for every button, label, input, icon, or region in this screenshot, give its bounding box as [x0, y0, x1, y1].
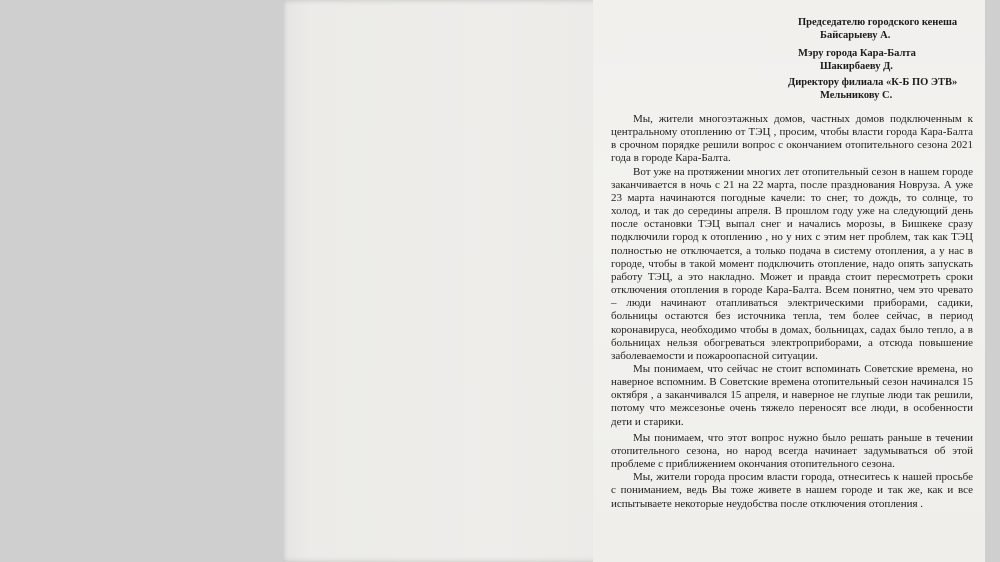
- addressee-2: [798, 47, 916, 73]
- paragraph-4: Мы понимаем, что этот вопрос нужно было решать раньше в течении отопительного сезона, но народ всегда начинает задумываться об этой проблеме с приближением окончания отопительного сезона.: [611, 431, 973, 471]
- addressee-2-title: Мэру города Кара-Балта: [798, 48, 916, 59]
- paragraph-5: Мы, жители города просим власти города, отнеситесь к нашей просьбе с пониманием, ведь Вы тоже живете в нашем городе и так же, как и все испытываете некоторые неудобства после отключения отопления .: [611, 471, 973, 510]
- letter-body: [611, 113, 973, 511]
- addressee-3-title: Директору филиала «К-Б ПО ЭТВ»: [788, 77, 958, 88]
- addressee-1-name: Байсарыеву А.: [820, 30, 891, 41]
- letter-page: [593, 0, 985, 562]
- document-photo: [283, 0, 973, 562]
- addressee-1-title: Председателю городского кенеша: [798, 17, 958, 28]
- paragraph-1: Мы, жители многоэтажных домов, частных домов подключенным к центральному отоплению от ТЭЦ , просим, чтобы власти города Кара-Балта в срочном порядке решили вопрос с окончанием отопительного сезона 2021 года в городе Кара-Балта.: [611, 113, 973, 165]
- addressee-3: [788, 76, 957, 102]
- paragraph-2: Вот уже на протяжении многих лет отопительный сезон в нашем городе заканчивается в ночь с 21 на 22 марта, после празднования Новруза. А уже 23 марта начинаются погодные качели: то снег, то дождь, то солнце, то холод, и так до середины апреля. В прошлом году уже на следующий день после остановки ТЭЦ выпал снег и начались морозы, в Бишкеке сразу подключили город к отоплению , но у них с этим нет проблем, так как ТЭЦ полностью не отключается, а только подача в систему отопления, а у нас в городе, чтобы в такой момент подключить отопление, надо опять запускать работу ТЭЦ, а это накладно. Может и правда стоит пересмотреть сроки отключения отопления в городе Кара-Балта. Всем понятно, чем это чревато – люди начинают отапливаться электрическими приборами, садики, больницы остаются без источника тепла, тем более сейчас, в период коронавируса, необходимо чтобы в домах, больницах, садах было тепло, а в больницах нельзя обогреваться электроприборами, а отсюда повышение заболеваемости и пожароопасной ситуации.: [611, 165, 973, 362]
- addressee-1: [798, 16, 957, 42]
- addressee-2-name: Шакирбаеву Д.: [820, 61, 893, 72]
- paragraph-3: Мы понимаем, что сейчас не стоит вспоминать Советские времена, но наверное вспомним. В Советские времена отопительный сезон начинался 15 октября , а заканчивался 15 апреля, и наверное не глупые люди так решили, потому что межсезонье очень тяжело переносят все люди, в особенности дети и старики.: [611, 362, 973, 428]
- addressee-3-name: Мельникову С.: [820, 90, 893, 101]
